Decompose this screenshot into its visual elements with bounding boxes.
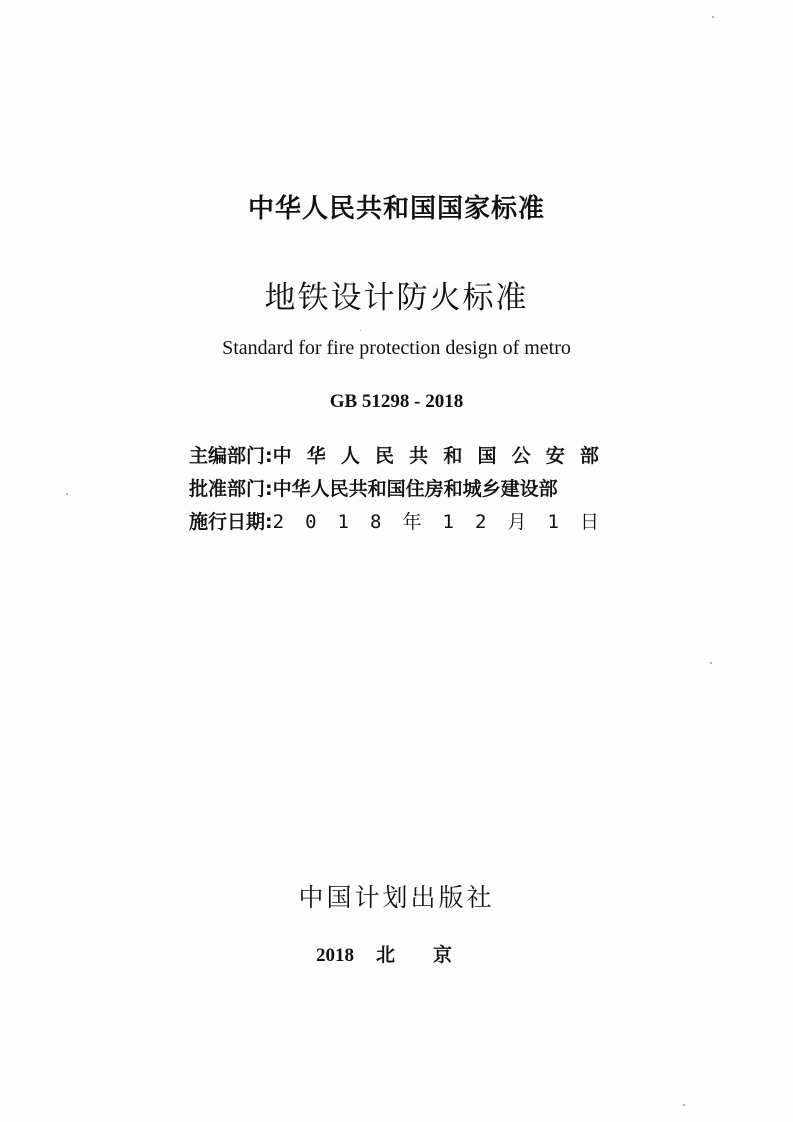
effective-date-row xyxy=(189,506,599,539)
date-char: 1 xyxy=(442,511,454,533)
standard-info-block xyxy=(189,440,599,539)
publication-city-char: 北 xyxy=(376,945,396,966)
scan-speck xyxy=(712,16,714,18)
editor-char: 国 xyxy=(477,445,497,467)
approver-row xyxy=(189,473,599,506)
editor-char: 部 xyxy=(579,445,599,467)
editor-char: 人 xyxy=(340,445,360,467)
document-title-english: Standard for fire protection design of metro xyxy=(222,337,571,359)
editor-value xyxy=(273,440,599,473)
date-char: 1 xyxy=(547,511,559,533)
date-char: 8 xyxy=(370,511,382,533)
editor-char: 华 xyxy=(306,445,326,467)
publication-year: 2018 xyxy=(316,945,354,966)
editor-char: 公 xyxy=(511,445,531,467)
effective-date-value xyxy=(273,506,599,539)
date-char: 0 xyxy=(305,511,317,533)
publication-place-line xyxy=(316,940,452,967)
editor-label: 主编部门: xyxy=(189,445,273,467)
date-char: 1 xyxy=(337,511,349,533)
effective-date-label: 施行日期: xyxy=(189,511,273,533)
national-standard-heading: 中华人民共和国国家标准 xyxy=(247,194,545,224)
scan-speck xyxy=(710,662,712,664)
date-char: 2 xyxy=(272,511,285,533)
approver-value: 中华人民共和国住房和城乡建设部 xyxy=(272,478,558,500)
editor-char: 中 xyxy=(272,445,292,467)
scan-speck xyxy=(360,330,361,331)
editor-row xyxy=(189,440,599,473)
editor-char: 共 xyxy=(409,445,429,467)
editor-char: 安 xyxy=(545,445,565,467)
standard-number: GB 51298 - 2018 xyxy=(329,391,464,412)
editor-char: 民 xyxy=(375,445,395,467)
date-char: 日 xyxy=(579,511,599,533)
scan-speck xyxy=(66,493,68,495)
date-char: 月 xyxy=(507,511,527,533)
date-char: 2 xyxy=(474,511,487,533)
document-title-chinese: 地铁设计防火标准 xyxy=(264,280,529,316)
editor-char: 和 xyxy=(443,445,463,467)
publisher-name: 中国计划出版社 xyxy=(298,883,495,912)
scan-speck xyxy=(683,1104,685,1106)
approver-label: 批准部门: xyxy=(189,478,273,500)
date-char: 年 xyxy=(402,511,422,533)
publication-city-char: 京 xyxy=(433,945,453,966)
